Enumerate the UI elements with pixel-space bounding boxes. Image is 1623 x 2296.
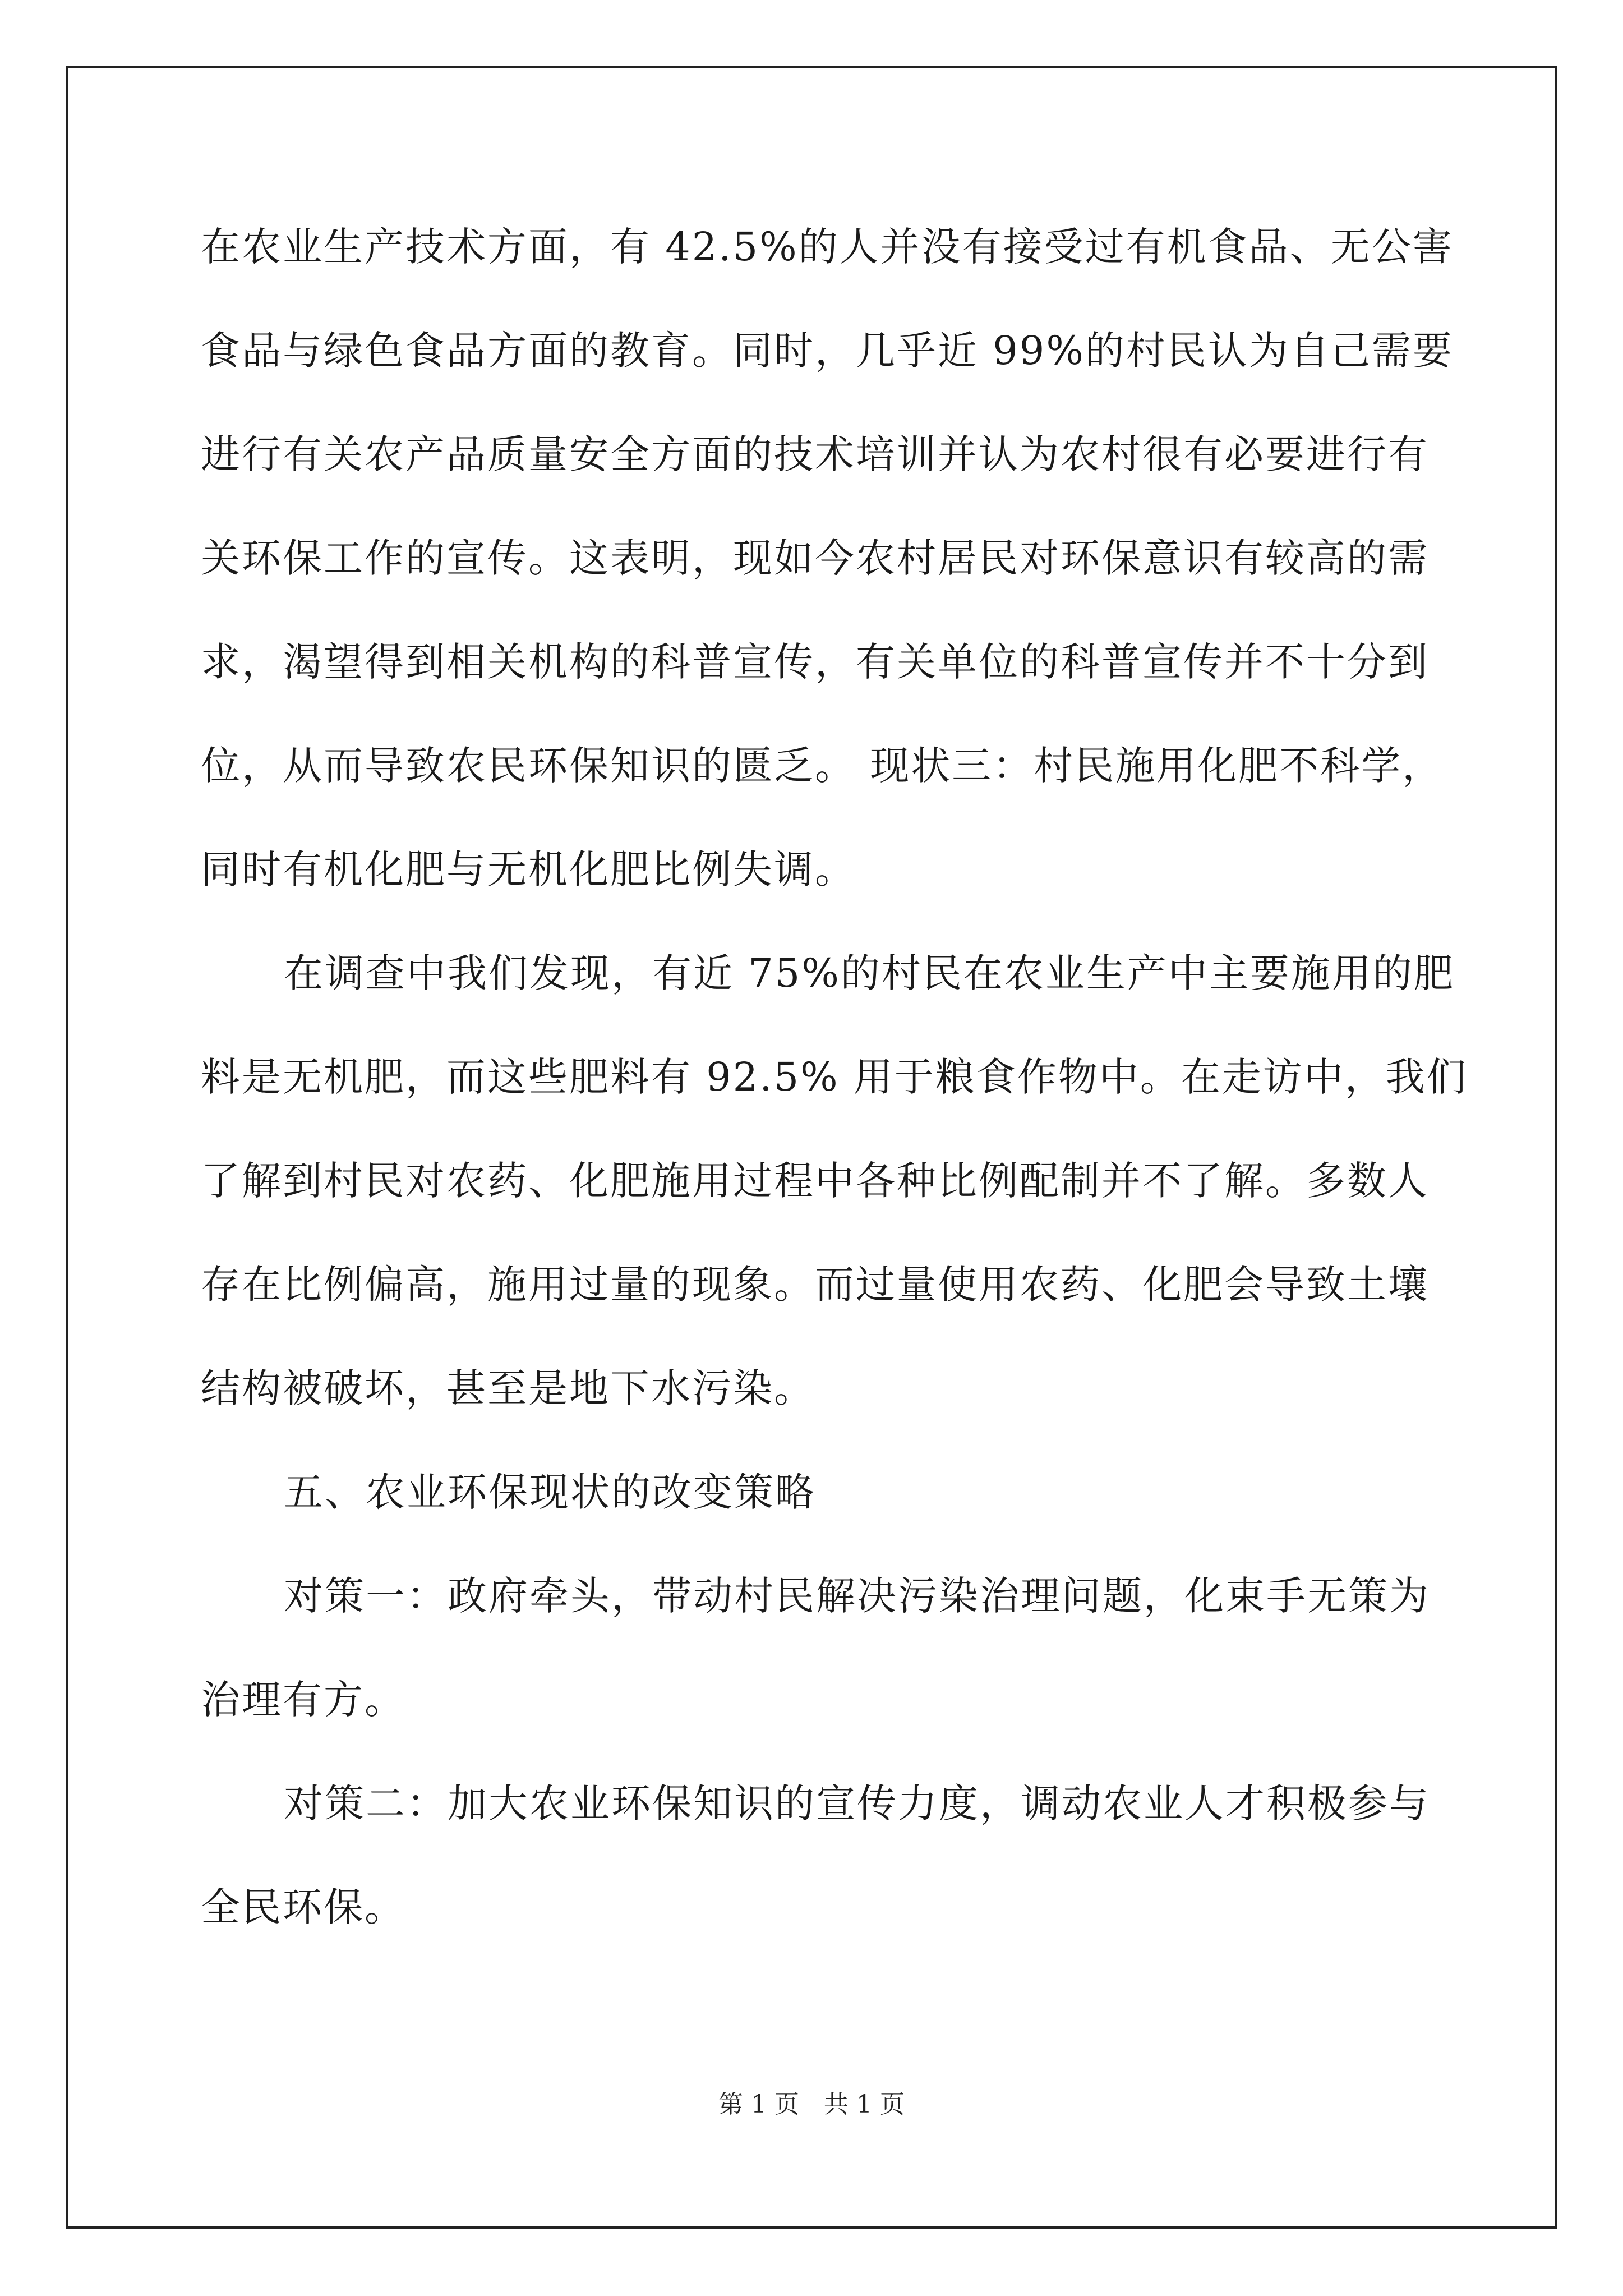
text-line: 位，从而导致农民环保知识的匮乏。 现状三：村民施用化肥不科学， (201, 743, 1444, 789)
text-line: 关环保工作的宣传。这表明，现如今农村居民对环保意识有较高的需 (201, 535, 1429, 581)
text-line: 求，渴望得到相关机构的科普宣传，有关单位的科普宣传并不十分到 (201, 639, 1429, 685)
text-line: 了解到村民对农药、化肥施用过程中各种比例配制并不了解。多数人 (201, 1158, 1429, 1204)
text-line: 治理有方。 (201, 1677, 405, 1723)
paragraph-start-line: 对策二：加大农业环保知识的宣传力度，调动农业人才积极参与 (284, 1780, 1430, 1826)
text-line: 料是无机肥，而这些肥料有 92.5% 用于粮食作物中。在走访中，我们 (201, 1054, 1468, 1100)
text-line: 进行有关农产品质量安全方面的技术培训并认为农村很有必要进行有 (201, 431, 1429, 477)
section-heading: 五、农业环保现状的改变策略 (284, 1469, 816, 1515)
page-number-footer: 第 1 页 共 1 页 (718, 2090, 905, 2119)
text-line: 结构被破坏，甚至是地下水污染。 (201, 1365, 815, 1411)
text-line: 食品与绿色食品方面的教育。同时，几乎近 99%的村民认为自己需要 (201, 328, 1454, 374)
paragraph-start-line: 在调查中我们发现，有近 75%的村民在农业生产中主要施用的肥 (284, 950, 1455, 996)
text-line: 全民环保。 (201, 1884, 405, 1930)
paragraph-start-line: 对策一：政府牵头，带动村民解决污染治理问题，化束手无策为 (284, 1573, 1430, 1619)
text-line: 在农业生产技术方面，有 42.5%的人并没有接受过有机食品、无公害 (201, 224, 1454, 270)
text-line: 存在比例偏高，施用过量的现象。而过量使用农药、化肥会导致土壤 (201, 1262, 1429, 1308)
document-body (201, 195, 1468, 1959)
text-line: 同时有机化肥与无机化肥比例失调。 (201, 846, 856, 892)
